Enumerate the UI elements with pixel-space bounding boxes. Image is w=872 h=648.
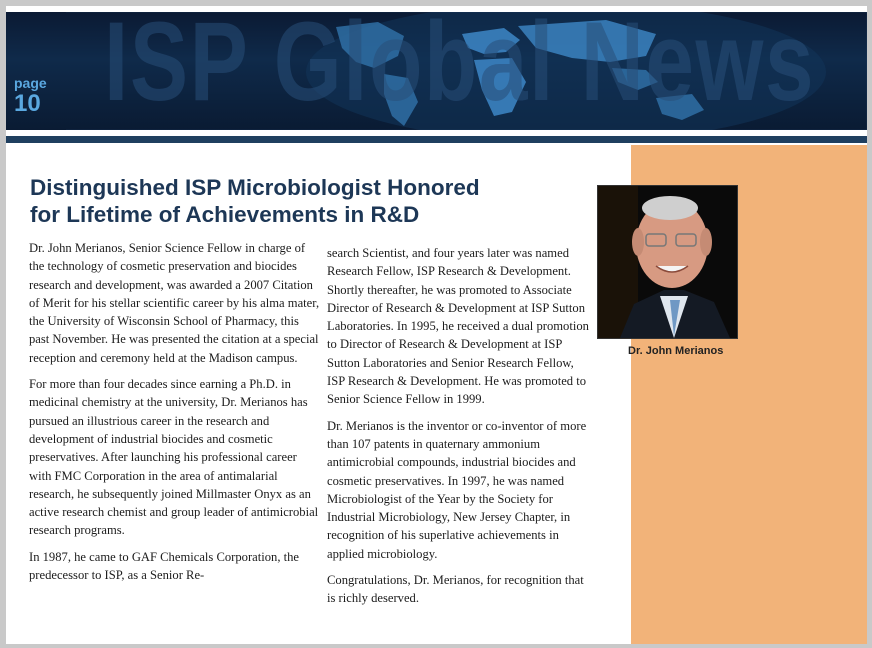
paragraph: Dr. John Merianos, Senior Science Fellow in charge of the technology of cosmetic preservation and biocides research and development, was awarded a 2007 Citation of Merit for his stellar scientific career by his alma mater, the University of Wisconsin School of Pharmacy, this past November. He was presented the citation at a special reception and ceremony held at the Madison campus. (29, 241, 320, 365)
newsletter-page (6, 6, 867, 644)
paragraph: Congratulations, Dr. Merianos, for recognition that is richly deserved. (327, 573, 584, 606)
paragraph: For more than four decades since earning a Ph.D. in medicinal chemistry at the university, Dr. Merianos has pursued an illustrious career in the research and development of industrial biocides and cosmetic preservatives. After launching his professional career with FMC Corporation in the area of antimalarial research, he subsequently joined Millmaster Onyx as an active research chemist and group leader of antimicrobial research programs. (29, 377, 319, 538)
portrait-photo (597, 185, 738, 339)
paragraph: search Scientist, and four years later was named Research Fellow, ISP Research & Development. Shortly thereafter, he was promoted to Associate Director of Research & Development at ISP Sutton Laboratories. In 1995, he received a dual promotion to Director of Research & Development at ISP Sutton Laboratories and Senior Research Fellow, ISP Research & Development. He was promoted to Senior Science Fellow in 1999. (327, 246, 589, 407)
article-headline (30, 174, 590, 228)
headline-line-2: for Lifetime of Achievements in R&D (30, 202, 420, 227)
paragraph: Dr. Merianos is the inventor or co-inventor of more than 107 patents in quaternary ammonium antimicrobial compounds, industrial biocides and cosmetic preservatives. In 1997, he was named Microbiologist of the Year by the Society for Industrial Microbiology, New Jersey Chapter, in recognition of his superlative achievements in applied microbiology. (327, 418, 587, 561)
headline-line-1: Distinguished ISP Microbiologist Honored (30, 175, 480, 200)
paragraph: In 1987, he came to GAF Chemicals Corporation, the predecessor to ISP, as a Senior Re- (29, 549, 300, 583)
masthead-banner (6, 12, 867, 130)
article-column-2 (327, 244, 589, 616)
photo-caption: Dr. John Merianos (628, 345, 724, 357)
masthead-title: ISP Global News (104, 12, 816, 124)
banner-divider (6, 136, 867, 143)
page-label: page (14, 75, 47, 91)
article-column-1 (29, 239, 321, 592)
page-number: 10 (14, 90, 41, 117)
portrait-image (598, 186, 737, 338)
